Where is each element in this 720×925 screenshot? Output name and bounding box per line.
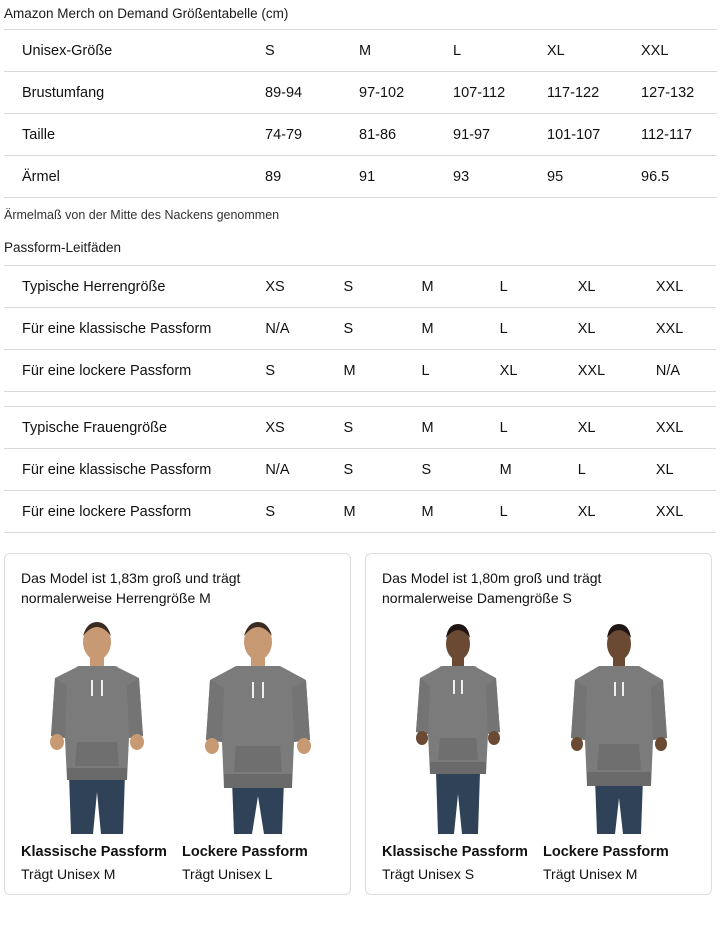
table-row (4, 114, 717, 156)
cell: 95 (529, 156, 623, 198)
cell: 91-97 (435, 114, 529, 156)
cell: 93 (435, 156, 529, 198)
cell: S (404, 449, 482, 491)
figure-male-classic (21, 616, 173, 834)
table-row (4, 72, 717, 114)
cell: M (325, 350, 403, 392)
cell: 81-86 (341, 114, 435, 156)
row-label: Unisex-Größe (4, 30, 247, 72)
cell: 89 (247, 156, 341, 198)
cell: 107-112 (435, 72, 529, 114)
cell: XL (560, 308, 638, 350)
cell: L (482, 407, 560, 449)
cell: L (482, 308, 560, 350)
cell: XXL (623, 30, 717, 72)
womens-fit-table (4, 406, 716, 533)
cell: M (404, 491, 482, 533)
fit-name: Klassische Passform (382, 844, 528, 860)
figure-male-relaxed (182, 616, 334, 834)
fit-label-row (21, 844, 334, 882)
figure-row (21, 616, 334, 834)
cell: M (404, 266, 482, 308)
row-label: Für eine lockere Passform (4, 491, 247, 533)
cell: M (341, 30, 435, 72)
cell: XS (247, 407, 325, 449)
cell: XL (482, 350, 560, 392)
cell: M (325, 491, 403, 533)
model-cards (4, 553, 716, 895)
cell: 89-94 (247, 72, 341, 114)
cell: XXL (638, 308, 716, 350)
table-gap (0, 392, 720, 406)
fit-col-classic (21, 844, 173, 882)
cell: L (482, 491, 560, 533)
cell: S (325, 407, 403, 449)
cell: N/A (247, 308, 325, 350)
cell: S (325, 266, 403, 308)
cell: XL (529, 30, 623, 72)
row-label: Typische Herrengröße (4, 266, 247, 308)
fit-name: Klassische Passform (21, 844, 167, 860)
model-caption: Das Model ist 1,80m groß und trägt normalerweise Damengröße S (382, 570, 602, 606)
fit-sub: Trägt Unisex M (21, 866, 116, 882)
cell: XXL (560, 350, 638, 392)
cell: S (247, 30, 341, 72)
table-row (4, 30, 717, 72)
cell: S (247, 491, 325, 533)
cell: XL (638, 449, 716, 491)
cell: 74-79 (247, 114, 341, 156)
cell: XL (560, 491, 638, 533)
row-label: Für eine lockere Passform (4, 350, 247, 392)
table-row (4, 407, 716, 449)
row-label: Ärmel (4, 156, 247, 198)
mens-fit-table (4, 265, 716, 392)
table-row (4, 350, 716, 392)
cell: 97-102 (341, 72, 435, 114)
cell: XL (560, 407, 638, 449)
table-row (4, 308, 716, 350)
fit-sub: Trägt Unisex L (182, 866, 273, 882)
row-label: Taille (4, 114, 247, 156)
cell: M (482, 449, 560, 491)
cell: N/A (247, 449, 325, 491)
fit-name: Lockere Passform (543, 844, 669, 860)
model-caption: Das Model ist 1,83m groß und trägt normalerweise Herrengröße M (21, 570, 241, 606)
cell: S (247, 350, 325, 392)
row-label: Für eine klassische Passform (4, 449, 247, 491)
cell: XXL (638, 491, 716, 533)
fit-sub: Trägt Unisex M (543, 866, 638, 882)
cell: XXL (638, 407, 716, 449)
model-card-mens (4, 553, 351, 895)
cell: S (325, 449, 403, 491)
cell: L (482, 266, 560, 308)
cell: XXL (638, 266, 716, 308)
fit-col-classic (382, 844, 534, 882)
cell: XL (560, 266, 638, 308)
cell: N/A (638, 350, 716, 392)
fit-label-row (382, 844, 695, 882)
figure-female-classic (382, 616, 534, 834)
cell: L (404, 350, 482, 392)
fit-sub: Trägt Unisex S (382, 866, 475, 882)
row-label: Brustumfang (4, 72, 247, 114)
cell: 101-107 (529, 114, 623, 156)
cell: 112-117 (623, 114, 717, 156)
figure-female-relaxed (543, 616, 695, 834)
fit-col-relaxed (182, 844, 334, 882)
measurements-table (4, 29, 717, 198)
sleeve-note: Ärmelmaß von der Mitte des Nackens genommen (4, 208, 280, 222)
row-label: Für eine klassische Passform (4, 308, 247, 350)
cell: XS (247, 266, 325, 308)
cell: 117-122 (529, 72, 623, 114)
cell: 91 (341, 156, 435, 198)
cell: 96.5 (623, 156, 717, 198)
cell: 127-132 (623, 72, 717, 114)
table-row (4, 491, 716, 533)
fit-guide-label: Passform-Leitfäden (4, 240, 122, 255)
cell: M (404, 407, 482, 449)
table-row (4, 449, 716, 491)
figure-row (382, 616, 695, 834)
table-row (4, 266, 716, 308)
cell: M (404, 308, 482, 350)
row-label: Typische Frauengröße (4, 407, 247, 449)
fit-col-relaxed (543, 844, 695, 882)
table-row (4, 156, 717, 198)
cell: L (435, 30, 529, 72)
cell: L (560, 449, 638, 491)
cell: S (325, 308, 403, 350)
fit-name: Lockere Passform (182, 844, 308, 860)
page-title: Amazon Merch on Demand Größentabelle (cm) (4, 6, 289, 21)
model-card-womens (365, 553, 712, 895)
